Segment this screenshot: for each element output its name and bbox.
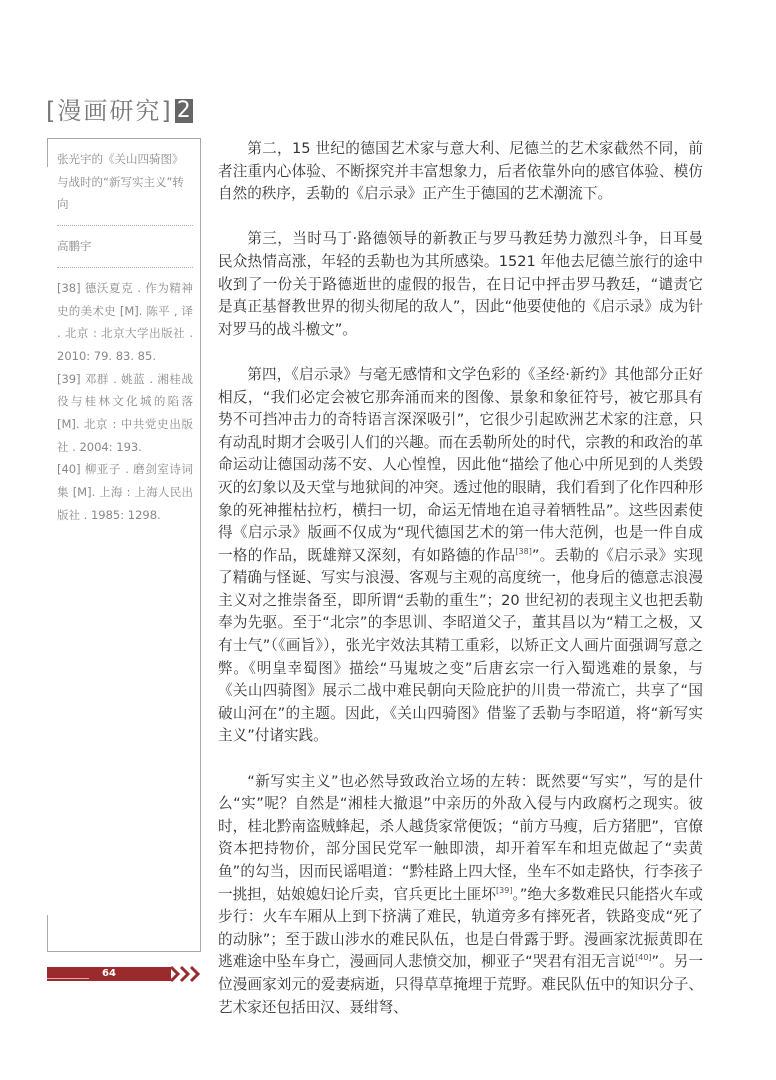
divider bbox=[57, 267, 193, 268]
text: “新写实主义”也必然导致政治立场的左转：既然要“写实”，写的是什么“实”呢？自然是“湘桂大撤退”中亲历的外敌入侵与内政腐朽之现实。彼时，桂北黔南盗贼蜂起，杀人越货家常便饭；“前方马瘦，后方猪肥”，官僚资本把持物价，部分国民党军一触即溃，却开着军车和坦克做起了“卖黄鱼”的勾当，因而民谣唱道：“黔桂路上四大怪，坐车不如走路快，行李孩子一挑担，姑娘媳妇论斤卖，官兵更比土匪坏 bbox=[218, 772, 703, 903]
page-number: 64 bbox=[102, 968, 116, 979]
text: ”。丢勒的《启示录》实现了精确与怪诞、写实与浪漫、客观与主观的高度统一，他身后的德意志浪漫主义对之推崇备至，即所谓“丢勒的重生”；20 世纪初的表现主义也把丢勒奉为先驱。至于“北宗”的李思训、李昭道父子，董其昌以为“精工之极，又有士气”（《画旨》），张光宇效法其精工重彩，以矫正文人画片面强调写意之弊。《明皇幸蜀图》描绘“马嵬坡之变”后唐玄宗一行入蜀逃难的景象，与《关山四骑图》展示二战中难民朝向天险庇护的川贵一带流亡，共享了“国破山河在”的主题。因此，《关山四骑图》借鉴了丢勒与李昭道，将“新写实主义”付诸实践。 bbox=[218, 546, 703, 745]
references bbox=[57, 277, 193, 527]
sidebar-border-top-left bbox=[47, 139, 48, 167]
reference-item: [39] 邓群 . 姚蓝 . 湘桂战役与桂林文化城的陷落 [M]. 北京 : 中共党史出版社 . 2004: 193. bbox=[57, 371, 193, 454]
text: ”。另一位漫画家刘元的爱妻病逝，只得草草掩埋于荒野。难民队伍中的知识分子、艺术家还包括田汉、聂绀弩、 bbox=[218, 953, 703, 1016]
text: 。”绝大多数难民只能搭火车或步行：火车车厢从上到下挤满了难民，轨道旁多有摔死者，铁路变成“死了的动脉”；至于跋山涉水的难民队伍，也是白骨露于野。漫画家沈振黄即在逃难途中坠车身亡，漫画同人悲愤交加，柳亚子“哭君有泪无言说 bbox=[218, 885, 703, 971]
divider bbox=[57, 225, 193, 226]
article-title: 张光宇的《关山四骑图》与战时的“新写实主义”转向 bbox=[57, 152, 184, 212]
footnote-ref: [40] bbox=[635, 953, 652, 963]
text: 第四，《启示录》与毫无感情和文学色彩的《圣经·新约》其他部分正好相反，“我们必定会被它那奔涌而来的图像、景象和象征符号，被它那具有势不可挡冲击力的奇特语言深深吸引”，它很少引起欧洲艺术家的注意，只有动乱时期才会吸引人们的兴趣。而在丢勒所处的时代，宗教的和政治的革命运动让德国动荡不安、人心惶惶，因此他“描绘了他心中所见到的人类毁灭的幻象以及天堂与地狱间的冲突。透过他的眼睛，我们看到了化作四种形象的死神摧枯拉朽，横扫一切，命运无情地在追寻着牺牲品”。这些因素使得《启示录》版画不仅成为“现代德国艺术的第一伟大范例，也是一件自成一格的作品，既雄辩又深刻，有如路德的作品 bbox=[218, 365, 703, 564]
section-number: 2 bbox=[176, 98, 191, 123]
sidebar-box bbox=[47, 138, 201, 952]
author: 高鹏宇 bbox=[57, 239, 92, 254]
footnote-ref: [39] bbox=[496, 885, 513, 895]
paragraph: 第三，当时马丁·路德领导的新教正与罗马教廷势力激烈斗争，日耳曼民众热情高涨，年轻的丢勒也为其所感染。1521 年他去尼德兰旅行的途中收到了一份关于路德逝世的虚假的报告，在日记中抨击罗马教廷，“谴责它是真正基督教世界的彻头彻尾的敌人”，因此“他要使他的《启示录》成为针对罗马的战斗檄文”。 bbox=[218, 230, 703, 338]
section-title-text: [漫画研究] bbox=[46, 97, 173, 125]
sidebar-border-bottom-left bbox=[47, 915, 48, 951]
body-text bbox=[218, 138, 703, 1042]
section-title bbox=[46, 96, 193, 126]
reference-item: [38] 德沃夏克 . 作为精神史的美术史 [M]. 陈平 , 译 . 北京 : 北京大学出版社 . 2010: 79. 83. 85. bbox=[57, 280, 193, 363]
footer-accent-line bbox=[47, 978, 89, 979]
paragraph: 第二，15 世纪的德国艺术家与意大利、尼德兰的艺术家截然不同，前者注重内心体验、不断探究并丰富想象力，后者依靠外向的感官体验、模仿自然的秩序，丢勒的《启示录》正产生于德国的艺术潮流下。 bbox=[218, 140, 703, 203]
paragraph bbox=[218, 364, 703, 748]
sidebar-content bbox=[57, 148, 193, 527]
chevrons-icon bbox=[170, 965, 204, 983]
reference-item: [40] 柳亚子 . 磨剑室诗词集 [M]. 上海 : 上海人民出版社 . 1985: 1298. bbox=[57, 462, 193, 522]
footnote-ref: [38] bbox=[515, 546, 532, 556]
paragraph bbox=[218, 771, 703, 1020]
